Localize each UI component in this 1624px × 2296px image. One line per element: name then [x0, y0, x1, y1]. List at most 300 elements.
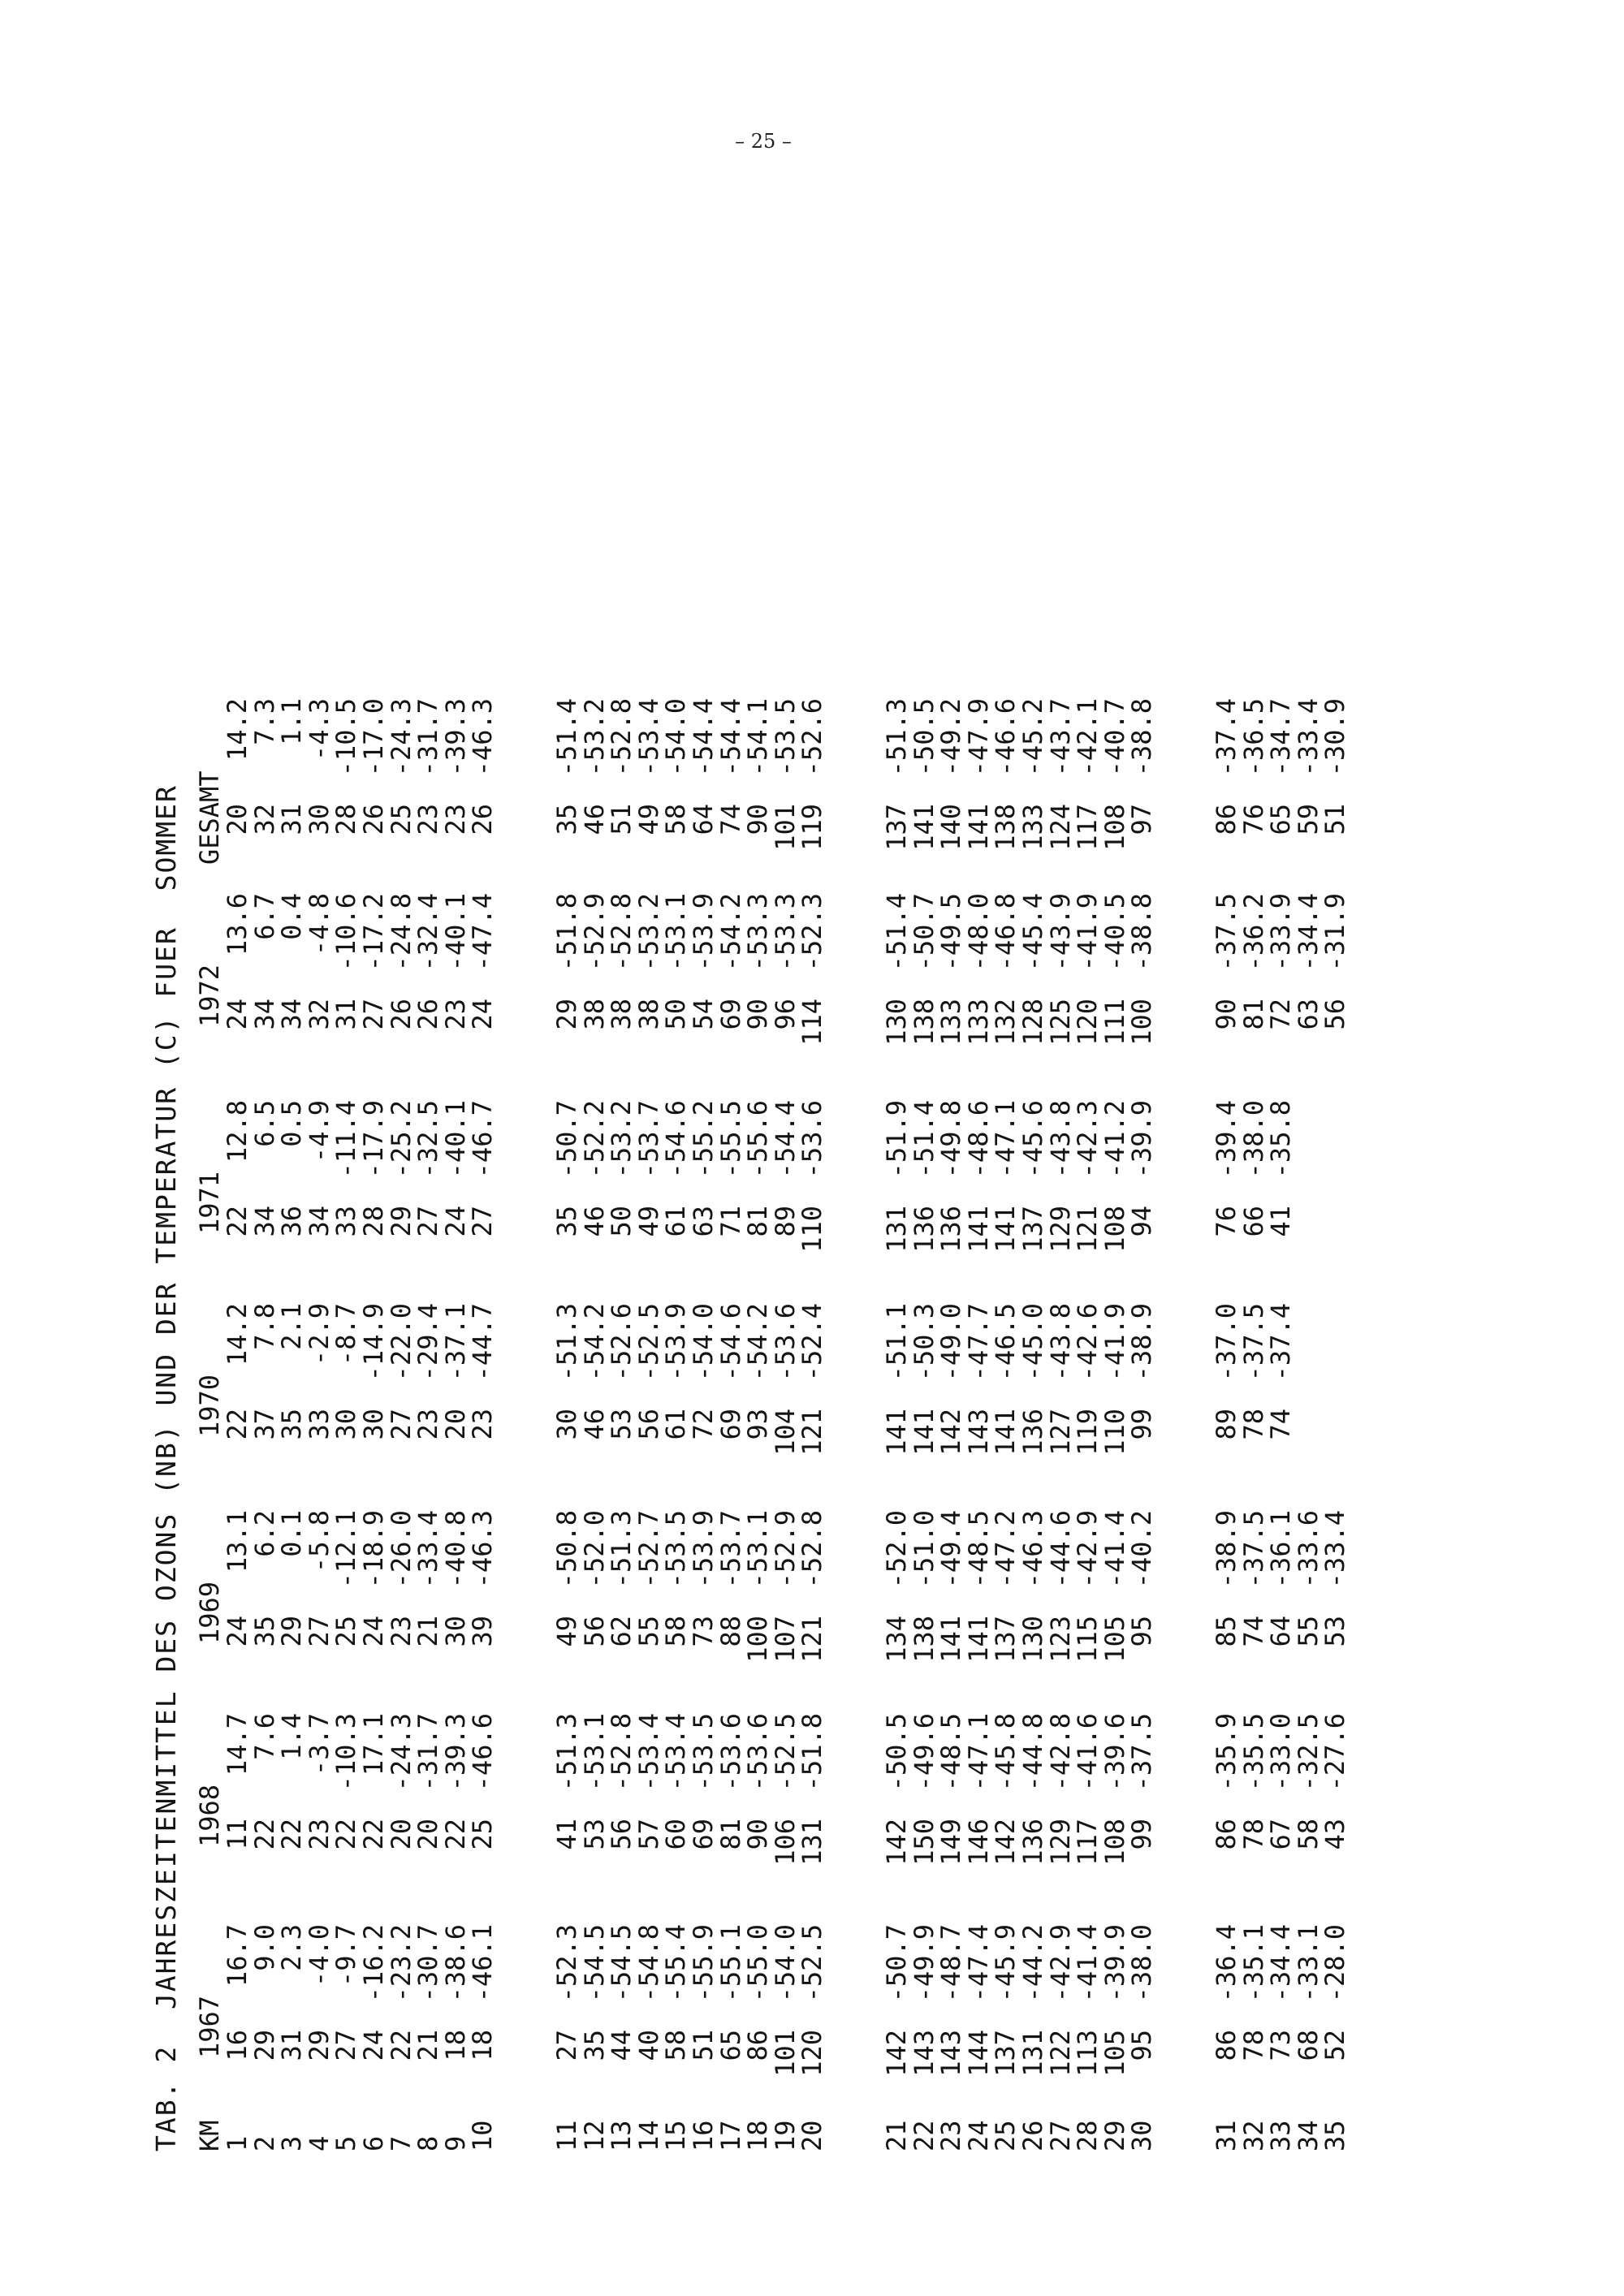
- ozone-value: 26: [467, 804, 499, 835]
- ozone-value: 33: [330, 1206, 362, 1237]
- ozone-value: 143: [962, 1409, 994, 1456]
- temperature-value: -2.9: [303, 1303, 335, 1366]
- ozone-value: 106: [769, 1819, 801, 1866]
- ozone-value: 72: [688, 1409, 719, 1440]
- temperature-value: 14.2: [222, 698, 253, 762]
- temperature-value: -51.8: [797, 1713, 828, 1792]
- ozone-value: 44: [606, 2030, 637, 2061]
- ozone-value: 123: [1044, 1616, 1076, 1663]
- temperature-value: 13.6: [222, 893, 253, 956]
- temperature-value: -50.8: [551, 1510, 582, 1589]
- temperature-value: -48.6: [962, 1100, 994, 1179]
- ozone-value: 64: [1265, 1616, 1297, 1647]
- ozone-value: 72: [1265, 999, 1297, 1030]
- ozone-value: 144: [962, 2030, 994, 2077]
- ozone-value: 27: [467, 1206, 499, 1237]
- ozone-value: 20: [439, 1409, 471, 1440]
- temperature-value: -54.2: [578, 1303, 610, 1382]
- temperature-value: -41.9: [1099, 1303, 1130, 1382]
- temperature-value: -35.1: [1237, 1924, 1269, 2003]
- temperature-value: -10.5: [330, 698, 362, 777]
- temperature-value: -33.0: [1265, 1713, 1297, 1792]
- temperature-value: -42.3: [1072, 1100, 1104, 1179]
- temperature-value: -42.1: [1072, 698, 1104, 777]
- ozone-value: 117: [1072, 1819, 1104, 1866]
- temperature-value: -24.8: [385, 893, 417, 972]
- temperature-value: -53.4: [633, 698, 664, 777]
- ozone-value: 95: [1126, 2030, 1158, 2061]
- ozone-value: 86: [1211, 804, 1242, 835]
- ozone-value: 130: [881, 999, 912, 1046]
- km-cell: 6: [358, 2135, 389, 2151]
- ozone-value: 121: [1072, 1206, 1104, 1253]
- temperature-value: -39.6: [1099, 1713, 1130, 1792]
- ozone-value: 134: [881, 1616, 912, 1663]
- temperature-value: -30.7: [412, 1924, 444, 2003]
- ozone-value: 24: [467, 999, 499, 1030]
- temperature-value: -54.0: [688, 1303, 719, 1382]
- ozone-value: 74: [715, 804, 746, 835]
- ozone-value: 30: [439, 1616, 471, 1647]
- temperature-value: -49.5: [935, 893, 967, 972]
- temperature-value: -51.4: [908, 1100, 939, 1179]
- ozone-value: 35: [276, 1409, 308, 1440]
- ozone-value: 33: [303, 1409, 335, 1440]
- km-cell: 12: [578, 2120, 610, 2151]
- ozone-value: 22: [276, 1819, 308, 1850]
- temperature-value: -52.6: [797, 698, 828, 777]
- temperature-value: -46.6: [467, 1713, 499, 1792]
- temperature-value: -53.2: [606, 1100, 637, 1179]
- km-column-header: KM: [194, 2120, 225, 2151]
- ozone-value: 35: [248, 1616, 280, 1647]
- temperature-value: -39.9: [1126, 1100, 1158, 1179]
- ozone-value: 142: [990, 1819, 1021, 1866]
- temperature-value: -53.6: [715, 1713, 746, 1792]
- temperature-value: -12.1: [330, 1510, 362, 1589]
- ozone-value: 133: [1017, 804, 1048, 851]
- temperature-value: 7.6: [248, 1713, 280, 1760]
- ozone-value: 132: [990, 999, 1021, 1046]
- ozone-value: 110: [797, 1206, 828, 1253]
- ozone-value: 142: [935, 1409, 967, 1456]
- temperature-value: -31.7: [412, 1713, 444, 1792]
- temperature-value: -43.8: [1044, 1303, 1076, 1382]
- km-cell: 2: [248, 2135, 280, 2151]
- ozone-value: 100: [742, 1616, 774, 1663]
- km-cell: 35: [1320, 2120, 1351, 2151]
- temperature-value: -52.5: [797, 1924, 828, 2003]
- temperature-value: -39.9: [1099, 1924, 1130, 2003]
- ozone-value: 59: [1292, 804, 1324, 835]
- temperature-value: -52.3: [797, 893, 828, 972]
- ozone-value: 34: [248, 1206, 280, 1237]
- km-cell: 25: [990, 2120, 1021, 2151]
- ozone-value: 28: [330, 804, 362, 835]
- ozone-value: 137: [881, 804, 912, 851]
- temperature-value: -52.3: [551, 1924, 582, 2003]
- temperature-value: -52.5: [769, 1713, 801, 1792]
- ozone-value: 49: [551, 1616, 582, 1647]
- temperature-value: -52.4: [797, 1303, 828, 1382]
- ozone-value: 53: [1320, 1616, 1351, 1647]
- ozone-value: 23: [439, 804, 471, 835]
- ozone-value: 50: [660, 999, 692, 1030]
- temperature-value: -55.1: [715, 1924, 746, 2003]
- km-cell: 11: [551, 2120, 582, 2151]
- temperature-value: -55.6: [742, 1100, 774, 1179]
- temperature-value: -33.4: [1320, 1510, 1351, 1589]
- ozone-value: 23: [467, 1409, 499, 1440]
- temperature-value: 1.1: [276, 698, 308, 745]
- ozone-value: 65: [715, 2030, 746, 2061]
- temperature-value: -37.5: [1126, 1713, 1158, 1792]
- temperature-value: -50.5: [908, 698, 939, 777]
- ozone-value: 24: [358, 2030, 389, 2061]
- temperature-value: -35.8: [1265, 1100, 1297, 1179]
- ozone-value: 38: [578, 999, 610, 1030]
- temperature-value: -52.8: [606, 698, 637, 777]
- km-cell: 9: [439, 2135, 471, 2151]
- km-cell: 28: [1072, 2120, 1104, 2151]
- km-cell: 31: [1211, 2120, 1242, 2151]
- ozone-value: 104: [769, 1409, 801, 1456]
- temperature-value: -55.9: [688, 1924, 719, 2003]
- temperature-value: -10.3: [330, 1713, 362, 1792]
- ozone-value: 49: [633, 804, 664, 835]
- temperature-value: 2.1: [276, 1303, 308, 1350]
- ozone-value: 141: [990, 1409, 1021, 1456]
- temperature-value: -53.9: [688, 1510, 719, 1589]
- ozone-value: 29: [385, 1206, 417, 1237]
- ozone-value: 51: [688, 2030, 719, 2061]
- ozone-value: 38: [633, 999, 664, 1030]
- temperature-value: -53.6: [742, 1713, 774, 1792]
- temperature-value: -51.3: [551, 1303, 582, 1382]
- temperature-value: -46.7: [467, 1100, 499, 1179]
- temperature-value: -38.0: [1126, 1924, 1158, 2003]
- temperature-value: -52.0: [881, 1510, 912, 1589]
- temperature-value: -5.8: [303, 1510, 335, 1573]
- ozone-value: 73: [688, 1616, 719, 1647]
- ozone-value: 95: [1126, 1616, 1158, 1647]
- ozone-value: 46: [578, 804, 610, 835]
- temperature-value: -16.2: [358, 1924, 389, 2003]
- ozone-value: 74: [1265, 1409, 1297, 1440]
- ozone-value: 39: [467, 1616, 499, 1647]
- temperature-value: -46.3: [1017, 1510, 1048, 1589]
- ozone-value: 86: [1211, 2030, 1242, 2061]
- ozone-value: 35: [551, 1206, 582, 1237]
- ozone-value: 111: [1099, 999, 1130, 1046]
- ozone-value: 58: [660, 1616, 692, 1647]
- ozone-value: 61: [660, 1409, 692, 1440]
- km-cell: 23: [935, 2120, 967, 2151]
- ozone-value: 54: [688, 999, 719, 1030]
- ozone-value: 56: [578, 1616, 610, 1647]
- temperature-value: -49.4: [935, 1510, 967, 1589]
- temperature-value: -39.3: [439, 1713, 471, 1792]
- ozone-value: 64: [688, 804, 719, 835]
- ozone-value: 89: [1211, 1409, 1242, 1440]
- temperature-value: -53.7: [633, 1100, 664, 1179]
- ozone-value: 41: [551, 1819, 582, 1850]
- temperature-value: -45.4: [1017, 893, 1048, 972]
- ozone-value: 57: [633, 1819, 664, 1850]
- km-cell: 8: [412, 2135, 444, 2151]
- ozone-value: 93: [742, 1409, 774, 1440]
- ozone-value: 31: [330, 999, 362, 1030]
- temperature-value: 0.1: [276, 1510, 308, 1557]
- ozone-value: 29: [551, 999, 582, 1030]
- ozone-value: 78: [1237, 2030, 1269, 2061]
- ozone-value: 18: [439, 2030, 471, 2061]
- ozone-value: 32: [248, 804, 280, 835]
- ozone-value: 11: [222, 1819, 253, 1850]
- ozone-value: 141: [908, 804, 939, 851]
- ozone-value: 141: [962, 1616, 994, 1663]
- ozone-value: 26: [412, 999, 444, 1030]
- temperature-value: -40.1: [439, 1100, 471, 1179]
- temperature-value: -38.9: [1126, 1303, 1158, 1382]
- km-cell: 10: [467, 2120, 499, 2151]
- temperature-value: 14.2: [222, 1303, 253, 1366]
- ozone-value: 51: [1320, 804, 1351, 835]
- temperature-value: -53.1: [742, 1510, 774, 1589]
- ozone-value: 137: [990, 2030, 1021, 2077]
- ozone-value: 69: [715, 1409, 746, 1440]
- temperature-value: -52.6: [606, 1303, 637, 1382]
- ozone-value: 50: [606, 1206, 637, 1237]
- ozone-value: 29: [276, 1616, 308, 1647]
- temperature-value: -43.8: [1044, 1100, 1076, 1179]
- temperature-value: -47.4: [467, 893, 499, 972]
- ozone-value: 117: [1072, 804, 1104, 851]
- ozone-value: 105: [1099, 1616, 1130, 1663]
- ozone-value: 46: [578, 1206, 610, 1237]
- temperature-value: -49.8: [935, 1100, 967, 1179]
- ozone-value: 89: [769, 1206, 801, 1237]
- ozone-value: 138: [990, 804, 1021, 851]
- column-label: GESAMT: [194, 770, 225, 865]
- ozone-value: 137: [1017, 1206, 1048, 1253]
- column-label: 1972: [194, 964, 225, 1027]
- temperature-value: 0.5: [276, 1100, 308, 1147]
- temperature-value: 0.4: [276, 893, 308, 940]
- km-cell: 34: [1292, 2120, 1324, 2151]
- km-cell: 29: [1099, 2120, 1130, 2151]
- km-cell: 14: [633, 2120, 664, 2151]
- ozone-value: 22: [439, 1819, 471, 1850]
- ozone-value: 25: [330, 1616, 362, 1647]
- temperature-value: -37.4: [1265, 1303, 1297, 1382]
- ozone-value: 31: [276, 804, 308, 835]
- temperature-value: -42.9: [1044, 1924, 1076, 2003]
- temperature-value: -44.7: [467, 1303, 499, 1382]
- temperature-value: -54.5: [606, 1924, 637, 2003]
- temperature-value: -37.4: [1211, 698, 1242, 777]
- temperature-value: -55.4: [660, 1924, 692, 2003]
- temperature-value: -53.7: [715, 1510, 746, 1589]
- temperature-value: -50.7: [908, 893, 939, 972]
- ozone-value: 29: [303, 2030, 335, 2061]
- ozone-value: 133: [935, 999, 967, 1046]
- temperature-value: -39.3: [439, 698, 471, 777]
- ozone-value: 40: [633, 2030, 664, 2061]
- ozone-value: 108: [1099, 1206, 1130, 1253]
- temperature-value: -33.9: [1265, 893, 1297, 972]
- ozone-value: 27: [412, 1206, 444, 1237]
- temperature-value: -45.8: [990, 1713, 1021, 1792]
- temperature-value: -51.0: [908, 1510, 939, 1589]
- ozone-value: 22: [358, 1819, 389, 1850]
- temperature-value: -34.4: [1292, 893, 1324, 972]
- temperature-value: -9.7: [330, 1924, 362, 1987]
- temperature-value: -35.5: [1237, 1713, 1269, 1792]
- temperature-value: -37.5: [1211, 893, 1242, 972]
- temperature-value: -52.9: [769, 1510, 801, 1589]
- ozone-value: 99: [1126, 1409, 1158, 1440]
- ozone-value: 141: [962, 1206, 994, 1253]
- temperature-value: 2.3: [276, 1924, 308, 1971]
- temperature-value: -44.6: [1044, 1510, 1076, 1589]
- temperature-value: -48.5: [962, 1510, 994, 1589]
- ozone-value: 23: [385, 1616, 417, 1647]
- km-cell: 32: [1237, 2120, 1269, 2151]
- ozone-value: 61: [660, 1206, 692, 1237]
- temperature-value: -41.6: [1072, 1713, 1104, 1792]
- temperature-value: -18.9: [358, 1510, 389, 1589]
- ozone-value: 53: [578, 1819, 610, 1850]
- ozone-value: 143: [935, 2030, 967, 2077]
- ozone-value: 24: [439, 1206, 471, 1237]
- temperature-value: -53.5: [769, 698, 801, 777]
- ozone-value: 37: [248, 1409, 280, 1440]
- ozone-value: 138: [908, 999, 939, 1046]
- ozone-value: 22: [222, 1206, 253, 1237]
- ozone-value: 24: [222, 1616, 253, 1647]
- temperature-value: -49.6: [908, 1713, 939, 1792]
- ozone-value: 131: [1017, 2030, 1048, 2077]
- temperature-value: 17.1: [358, 1713, 389, 1776]
- temperature-value: -53.9: [688, 893, 719, 972]
- temperature-value: -26.0: [385, 1510, 417, 1589]
- ozone-value: 81: [742, 1206, 774, 1237]
- temperature-value: -10.6: [330, 893, 362, 972]
- ozone-value: 136: [1017, 1409, 1048, 1456]
- temperature-value: -38.0: [1237, 1100, 1269, 1179]
- ozone-value: 43: [1320, 1819, 1351, 1850]
- ozone-value: 34: [303, 1206, 335, 1237]
- ozone-value: 108: [1099, 804, 1130, 851]
- ozone-value: 55: [1292, 1616, 1324, 1647]
- temperature-value: -31.7: [412, 698, 444, 777]
- ozone-value: 22: [248, 1819, 280, 1850]
- temperature-value: -47.1: [962, 1713, 994, 1792]
- ozone-value: 23: [412, 804, 444, 835]
- ozone-value: 94: [1126, 1206, 1158, 1237]
- ozone-value: 76: [1237, 804, 1269, 835]
- temperature-value: -52.5: [633, 1303, 664, 1382]
- temperature-value: -49.9: [908, 1924, 939, 2003]
- ozone-value: 23: [412, 1409, 444, 1440]
- ozone-value: 107: [769, 1616, 801, 1663]
- ozone-value: 90: [742, 1819, 774, 1850]
- ozone-value: 150: [908, 1819, 939, 1866]
- temperature-value: -37.5: [1237, 1510, 1269, 1589]
- temperature-value: -43.7: [1044, 698, 1076, 777]
- temperature-value: -52.8: [606, 893, 637, 972]
- ozone-value: 60: [660, 1819, 692, 1850]
- ozone-value: 52: [1320, 2030, 1351, 2061]
- temperature-value: -33.1: [1292, 1924, 1324, 2003]
- ozone-value: 122: [1044, 2030, 1076, 2077]
- temperature-value: -51.8: [551, 893, 582, 972]
- temperature-value: -52.9: [578, 893, 610, 972]
- temperature-value: -27.6: [1320, 1713, 1351, 1792]
- temperature-value: -54.0: [769, 1924, 801, 2003]
- ozone-value: 29: [248, 2030, 280, 2061]
- ozone-value: 27: [303, 1616, 335, 1647]
- ozone-value: 136: [1017, 1819, 1048, 1866]
- temperature-value: -53.6: [797, 1100, 828, 1179]
- temperature-value: -50.7: [551, 1100, 582, 1179]
- temperature-value: -54.5: [578, 1924, 610, 2003]
- column-gesamt: [194, 621, 1497, 865]
- km-cell: 3: [276, 2135, 308, 2151]
- temperature-value: -34.7: [1265, 698, 1297, 777]
- temperature-value: -35.9: [1211, 1713, 1242, 1792]
- temperature-value: -50.3: [908, 1303, 939, 1382]
- temperature-value: -17.0: [358, 698, 389, 777]
- temperature-value: -52.2: [578, 1100, 610, 1179]
- ozone-value: 141: [908, 1409, 939, 1456]
- ozone-value: 141: [935, 1616, 967, 1663]
- ozone-value: 81: [1237, 999, 1269, 1030]
- temperature-value: -11.4: [330, 1100, 362, 1179]
- ozone-value: 131: [797, 1819, 828, 1866]
- ozone-value: 25: [385, 804, 417, 835]
- ozone-value: 78: [1237, 1409, 1269, 1440]
- temperature-value: -38.8: [1126, 893, 1158, 972]
- temperature-value: -54.1: [742, 698, 774, 777]
- km-cell: 21: [881, 2120, 912, 2151]
- temperature-value: -41.4: [1072, 1924, 1104, 2003]
- ozone-value: 38: [606, 999, 637, 1030]
- ozone-value: 99: [1126, 1819, 1158, 1850]
- ozone-value: 30: [358, 1409, 389, 1440]
- ozone-value: 30: [303, 804, 335, 835]
- ozone-value: 73: [1265, 2030, 1297, 2061]
- temperature-value: -46.6: [990, 698, 1021, 777]
- ozone-value: 69: [715, 999, 746, 1030]
- temperature-value: -39.4: [1211, 1100, 1242, 1179]
- temperature-value: -53.9: [660, 1303, 692, 1382]
- temperature-value: -55.0: [742, 1924, 774, 2003]
- temperature-value: 1.4: [276, 1713, 308, 1760]
- temperature-value: -32.5: [412, 1100, 444, 1179]
- temperature-value: -54.8: [633, 1924, 664, 2003]
- ozone-value: 143: [908, 2030, 939, 2077]
- temperature-value: -24.3: [385, 1713, 417, 1792]
- temperature-value: -54.4: [715, 698, 746, 777]
- ozone-value: 30: [551, 1409, 582, 1440]
- ozone-value: 27: [358, 999, 389, 1030]
- temperature-value: -48.5: [935, 1713, 967, 1792]
- ozone-value: 66: [1237, 1206, 1269, 1237]
- ozone-value: 121: [797, 1409, 828, 1456]
- temperature-value: -54.6: [660, 1100, 692, 1179]
